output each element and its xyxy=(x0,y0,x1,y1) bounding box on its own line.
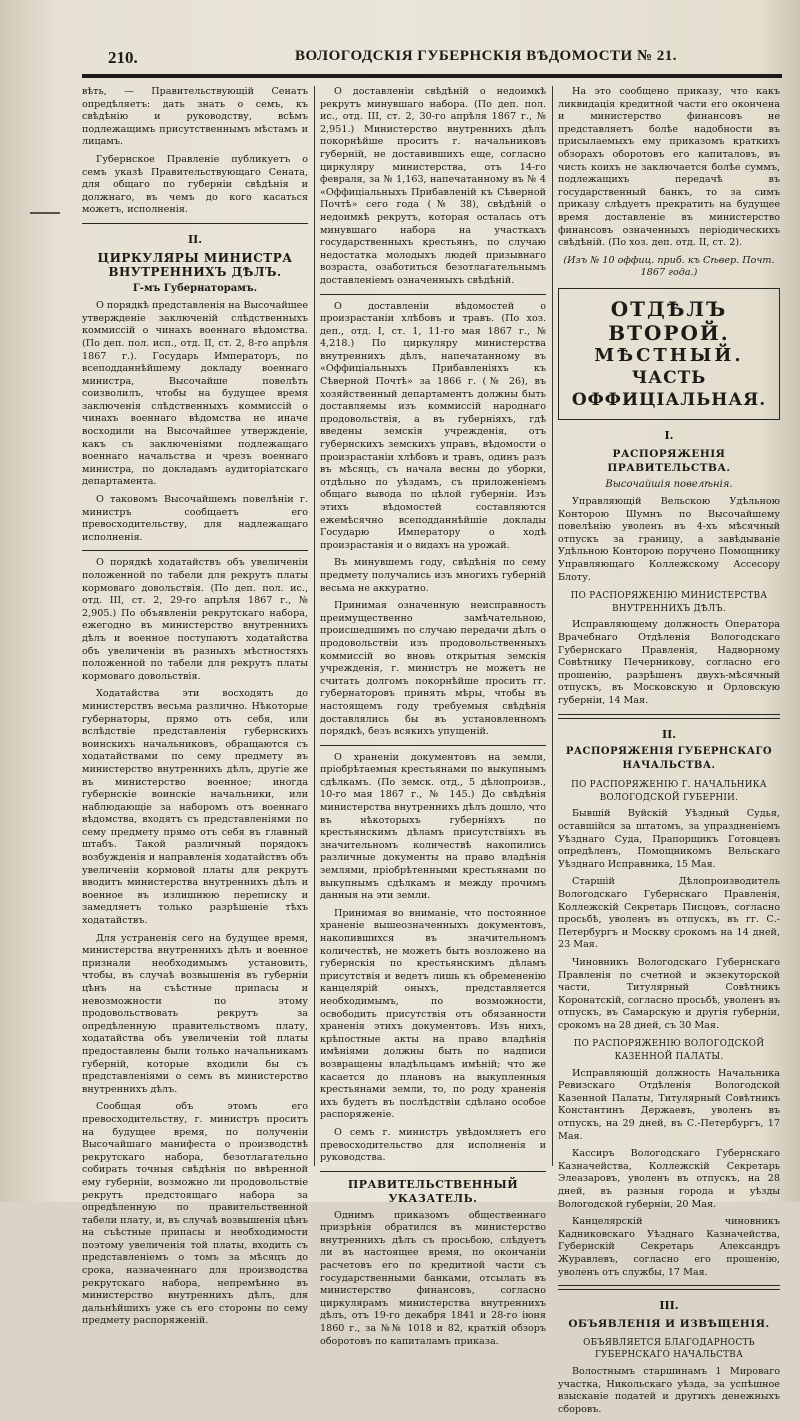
paragraph: На это сообщено приказу, что какъ ликвидація кредитной части его окончена и министерство финансовъ не представляетъ болѣе надобности въ присылаемыхъ ему приказомъ краткихъ обзорахъ оборотовъ его капиталовъ, въ чисть коихъ не заключается болѣе суммъ, подлежащихъ передачѣ въ государственный банкъ, то за симъ приказу слѣдуетъ прекратить на будущее время доставленіе въ министерство финансовъ означенныхъ періодическихъ свѣдѣній. (По хоз. деп. отд. II, ст. 2). xyxy=(558,86,780,249)
column-right xyxy=(558,86,780,1421)
subsection-heading: ОБЪЯВЛЯЕТСЯ БЛАГОДАРНОСТЬ ГУБЕРНСКАГО НАЧАЛЬСТВА xyxy=(583,1337,755,1361)
paragraph: О доставленіи вѣдомостей о произрастаніи хлѣбовъ и травъ. (По хоз. деп., отд. I, ст. 1, 11-го мая 1867 г., № 4,218.) По циркуляру министерства внутреннихъ дѣлъ, напечатанному въ «Оффиціальныхъ Прибавленіяхъ къ Сѣверной Почтѣ» за 1866 г. (№ 26), въ хозяйственный департаментъ должны быть доставляемы изъ коммиссій народнаго продовольствія, а въ губерніяхъ, гдѣ введены земскія учрежденія, отъ губернскихъ земскихъ управъ, вѣдомости о произрастаніи хлѣбовъ и травъ, одинъ разъ въ мѣсяцъ, съ начала весны до уборки, отдѣльно по уѣздамъ, съ приложеніемъ общаго вывода по цѣлой губерніи. Изъ этихъ вѣдомостей составляются ежемѣсячно всеподданнѣйшіе доклады Государю Императору о ходѣ произрастанія и о видахъ на урожай. xyxy=(320,300,546,551)
paragraph: Старшій Дѣлопроизводитель Вологодскаго Губернскаго Правленія, Коллежскій Секретарь Писцовъ, согласно просьбѣ, уволенъ въ отпускъ, въ гг. С.-Петербургъ и Москву срокомъ на 14 дней, 23 Мая. xyxy=(558,876,780,951)
paragraph: Кассиръ Вологодскаго Губернскаго Казначейства, Коллежскій Секретарь Элеазаровъ, уволенъ въ отпускъ, на 28 дней, въ разныя города и уѣзды Вологодской губерніи, 20 Мая. xyxy=(558,1148,780,1210)
paragraph: Губернское Правленіе публикуетъ о семъ указѣ Правительствующаго Сената, для общаго по губерніи свѣдѣнія и должнаго, въ чемъ до кого касаться можетъ, исполненія. xyxy=(82,153,308,216)
department-heading xyxy=(558,288,780,420)
paragraph: Управляющій Вельскою Удѣльною Конторою Шумнъ по Высочайшему повелѣнію уволенъ въ 4-хъ мѣсячный отпускъ за границу, а завѣдываніе Удѣльною Конторою поручено Помощнику Управляющаго Коллежскому Ассесору Блоту. xyxy=(558,496,780,583)
subsection-heading: ПО РАСПОРЯЖЕНІЮ МИНИСТЕРСТВА ВНУТРЕННИХЪ ДѢЛЪ. xyxy=(570,591,768,614)
section-number: I. xyxy=(664,428,674,442)
addressee: Г-мъ Губернаторамъ. xyxy=(132,282,258,294)
divider xyxy=(320,294,546,295)
section-number: II. xyxy=(187,232,203,246)
source-reference: (Изъ № 10 оффиц. приб. къ Сѣвер. Почт. 1867 года.) xyxy=(563,254,775,279)
department-part: ЧАСТЬ ОФФИЦІАЛЬНАЯ. xyxy=(571,367,767,410)
paragraph: вѣть, — Правительствующій Сенатъ опредѣляетъ: дать знать о семъ, къ свѣдѣнію и руководству, всѣмъ подлежащимъ присутственнымъ мѣстамъ и лицамъ. xyxy=(82,86,308,148)
section-title: ЦИРКУЛЯРЫ МИНИСТРА ВНУТРЕННИХЪ ДѢЛЪ. xyxy=(97,250,293,279)
paragraph: Исправляющій должность Начальника Ревизскаго Отдѣленія Вологодской Казенной Палаты, Титулярный Совѣтникъ Константинъ Держаевъ, уволенъ въ отпускъ, на 29 дней, въ С.-Петербургъ, 17 Мая. xyxy=(558,1067,780,1142)
page-number: 210. xyxy=(108,48,138,67)
paragraph: Чиновникъ Вологодскаго Губернскаго Правленія по счетной и экзекуторской части, Титулярный Совѣтникъ Коронатскій, согласно просьбѣ, уволенъ въ отпускъ, въ Самарскую и другія губерніи, срокомъ на 28 дней, съ 30 Мая. xyxy=(558,956,780,1031)
paragraph: Принимая означенную неисправность преимущественно замѣчательною, происшедшимъ по случаю передачи дѣлъ о продовольствіи изъ продовольственныхъ коммиссій во вновь открытыя земскія учрежденія, г. министръ не можетъ не считать долгомъ покорнѣйше просить гг. губернаторовъ принять мѣры, чтобы въ настоящемъ году требуемыя свѣдѣнія доставлялись бы въ установленномъ порядкѣ, безъ всякихъ упущеній. xyxy=(320,600,546,738)
section-title: ОБЪЯВЛЕНІЯ И ИЗВѢЩЕНІЯ. xyxy=(568,1317,770,1330)
section-number: III. xyxy=(659,1299,679,1313)
department-title: ОТДѢЛЪ ВТОРОЙ. xyxy=(608,296,730,345)
paragraph: О порядкѣ ходатайствъ объ увеличеніи положенной по табели для рекрутъ платы кормоваго довольствія. (По деп. пол. ис., отд. III, ст. 2, 29-го апрѣля 1867 г., № 2,905.) По объявленіи рекрутскаго набора, ежегодно въ министерство внутреннихъ дѣлъ и военное поступаютъ ходатайства объ увеличеніи въ разныхъ мѣстностяхъ положенной по табели для рекрутъ платы кормоваго довольствія. xyxy=(82,557,308,682)
header-rule xyxy=(82,74,782,78)
section-title: РАСПОРЯЖЕНІЯ ГУБЕРНСКАГО НАЧАЛЬСТВА. xyxy=(565,746,773,772)
paragraph: Бывшій Вуйскій Уѣздный Судья, оставшійся за штатомъ, за упраздненіемъ Уѣзднаго Суда, Прапорщикъ Готовцевъ опредѣленъ, Помощникомъ Вельскаго Уѣзднаго Исправника, 15 Мая. xyxy=(558,808,780,870)
paragraph: Исправляющему должность Оператора Врачебнаго Отдѣленія Вологодскаго Губернскаго Правленія, Надворному Совѣтнику Печерникову, согласно его прошенію, разрѣшенъ двухъ-мѣсячный отпускъ, въ Московскую и Орловскую губерніи, 14 Мая. xyxy=(558,619,780,706)
paragraph: О порядкѣ представленія на Высочайшее утвержденіе заключеній слѣдственныхъ коммиссій о чинахъ военнаго вѣдомства. (По деп. пол. исп., отд. II, ст. 2, 8-го апрѣля 1867 г.). Государь Императоръ, по всеподданнѣйшему докладу военнаго министра, Высочайше повелѣть соизволилъ, чтобы на будущее время заключенія слѣдственныхъ коммиссій о чинахъ военнаго вѣдомства не иначе восходили на Высочайшее утвержденіе, какъ съ заключеніями подлежащаго военнаго начальства и чрезъ военнаго министра, по докладамъ аудиторіатскаго департамента. xyxy=(82,300,309,488)
paragraph: Принимая во вниманіе, что постоянное храненіе вышеозначенныхъ документовъ, накопившихся въ значительномъ количествѣ, не можетъ быть возложено на губернскія по крестьянскимъ дѣламъ присутствія и ведетъ лишь къ обремененію канцелярій оныхъ, представляется необходимымъ, по возможности, освободить присутствія отъ обязанности храненія этихъ документовъ. Изъ нихъ, крѣпостные акты на право владѣнія имѣніями должны быть по надписи возвращены владѣльцамъ имѣній; что же касается до плановъ на выкупленныя крестьянами земли, то, по роду храненія ихъ будетъ въ послѣдствіи сдѣлано особое распоряженіе. xyxy=(320,907,546,1121)
page-header xyxy=(80,44,780,74)
margin-mark xyxy=(30,212,60,214)
paragraph: О храненіи документовъ на земли, пріобрѣтаемыя крестьянами по выкупнымъ сдѣлкамъ. (По земск. отд., 5 дѣлопроизв., 10-го мая 1867 г., № 145.) До свѣдѣнія министерства внутреннихъ дѣлъ дошло, что въ нѣкоторыхъ губерніяхъ по крестьянскимъ дѣламъ присутствіяхъ въ значительномъ количествѣ накопились различные документы на право владѣнія землями, пріобрѣтенными крестьянами по выкупнымъ сдѣлкамъ и между прочимъ данныя на эти земли. xyxy=(320,751,546,902)
running-title: ВОЛОГОДСКІЯ ГУБЕРНСКІЯ ВѢДОМОСТИ № 21. xyxy=(295,48,678,64)
divider xyxy=(82,550,308,551)
divider xyxy=(558,714,780,719)
paragraph: Ходатайства эти восходятъ до министерствъ весьма различно. Нѣкоторые губернаторы, прямо отъ себя, или вслѣдствіе представленія губернскихъ воинскихъ начальниковъ, обращаются съ ходатайствами по сему предмету въ министерство внутреннихъ дѣлъ, другіе же въ министерство военное; иногда губернскіе воинскіе начальники, или наблюдающіе за наборомъ отъ военнаго вѣдомства, входятъ съ представленіями по сему предмету прямо отъ себя въ главный штабъ. Такой различный порядокъ возбужденія и направленія ходатайствъ объ увеличеніи кормовой платы для рекрутъ вводитъ министерства внутреннихъ дѣлъ и военное въ излишнюю переписку и замедляетъ только разрѣшеніе тѣхъ ходатайствъ. xyxy=(82,688,308,927)
paragraph: Волостнымъ старшинамъ 1 Мироваго участка, Никольскаго уѣзда, за успѣшное взысканіе податей и другихъ денежныхъ сборовъ. xyxy=(558,1365,780,1415)
paragraph: Однимъ приказомъ общественнаго призрѣнія обратился въ министерство внутреннихъ дѣлъ съ просьбою, слѣдуетъ ли въ настоящее время, по окончаніи расчетовъ его по кредитной части съ государственными банками, отсылать въ министерство финансовъ, согласно циркулярамъ министерства внутреннихъ дѣлъ, отъ 19-го декабря 1841 и 28-го іюня 1860 г., за №№ 1018 и 82, краткій обзоръ оборотовъ по капиталамъ приказа. xyxy=(320,1209,546,1347)
paragraph: Для устраненія сего на будущее время, министерства внутреннихъ дѣлъ и военное признали необходимымъ установить, чтобы, въ случаѣ возвышенія въ губерніи цѣнъ на съѣстные припасы и невозможности по этому продовольствовать рекрутъ за опредѣленную правительствомъ плату, ходатайства объ увеличеніи той платы предоставлены были только начальникамъ губерній, которые входили бы съ представленіями о семъ въ министерство внутреннихъ дѣлъ. xyxy=(82,932,308,1095)
subsection-heading: ПО РАСПОРЯЖЕНІЮ ВОЛОГОДСКОЙ КАЗЕННОЙ ПАЛАТЫ. xyxy=(573,1039,765,1063)
subsection-heading: ПО РАСПОРЯЖЕНІЮ Г. НАЧАЛЬНИКА ВОЛОГОДСКОЙ ГУБЕРНІИ. xyxy=(571,780,767,803)
column-middle xyxy=(320,86,546,1353)
department-subtitle: МѢСТНЫЙ. xyxy=(594,344,744,366)
paragraph: О доставленіи свѣдѣній о недоимкѣ рекрутъ минувшаго набора. (По деп. пол. ис., отд. III, ст. 2, 30-го апрѣля 1867 г., № 2,951.) Министерство внутреннихъ дѣлъ покорнѣйше проситъ г. начальниковъ губерній, не доставившихъ еще, согласно циркуляру министерства, отъ 14-го февраля, за № 1,163, напечатанному въ № 4 «Оффиціальныхъ Прибавленій къ Сѣверной Почтѣ» сего года (№ 38), свѣдѣній о недоимкѣ рекрутъ, которая осталась отъ минувшаго набора на участкахъ государственныхъ крестьянъ, по случаю недостатка молодыхъ людей призывнаго возраста, озаботиться безотлагательнымъ доставленіемъ означенныхъ свѣдѣній. xyxy=(320,86,546,286)
column-divider xyxy=(552,86,553,1166)
paragraph: О таковомъ Высочайшемъ повелѣніи г. министръ сообщаетъ его превосходительству, для надлежащаго исполненія. xyxy=(82,494,308,543)
paragraph: О семъ г. министръ увѣдомляетъ его превосходительство для исполненія и руководства. xyxy=(320,1126,546,1164)
paragraph: Сообщая объ этомъ его превосходительству, г. министръ проситъ на будущее время, по полученіи Высочайшаго манифеста о производствѣ рекрутскаго набора, безотлагательно собирать точныя свѣдѣнія по ввѣренной ему губерніи, возможно ли продовольствіе рекрутъ предстоящаго набора за опредѣленную по правительственной табели плату, и, въ случаѣ возвышенія цѣнъ на съѣстные припасы и необходимости поэтому увеличенія той платы, входить съ представленіемъ о томъ за мѣсяцъ до срока, назначеннаго для производства рекрутскаго набора, непремѣнно въ министерство внутреннихъ дѣлъ, для дальнѣйшихъ уже съ его стороны по сему предмету распоряженій. xyxy=(82,1101,308,1327)
subsection-title: Высочайшія повелѣнія. xyxy=(605,478,733,490)
section-title: РАСПОРЯЖЕНІЯ ПРАВИТЕЛЬСТВА. xyxy=(607,447,731,474)
section-number: II. xyxy=(661,727,677,741)
paragraph: Канцелярскій чиновникъ Кадниковскаго Уѣзднаго Казначейства, Губернскій Секретарь Александръ Журавлевъ, согласно его прошенію, уволенъ отъ службы, 17 Мая. xyxy=(558,1216,780,1278)
section-title: ПРАВИТЕЛЬСТВЕННЫЙ УКАЗАТЕЛЬ. xyxy=(347,1177,519,1205)
divider xyxy=(558,1285,780,1290)
paragraph: Въ минувшемъ году, свѣдѣнія по сему предмету получались изъ многихъ губерній весьма не аккуратно. xyxy=(320,557,546,594)
column-divider xyxy=(314,86,315,1166)
divider xyxy=(320,1171,546,1172)
divider xyxy=(82,223,308,224)
divider xyxy=(320,745,546,746)
column-left xyxy=(82,86,308,1333)
